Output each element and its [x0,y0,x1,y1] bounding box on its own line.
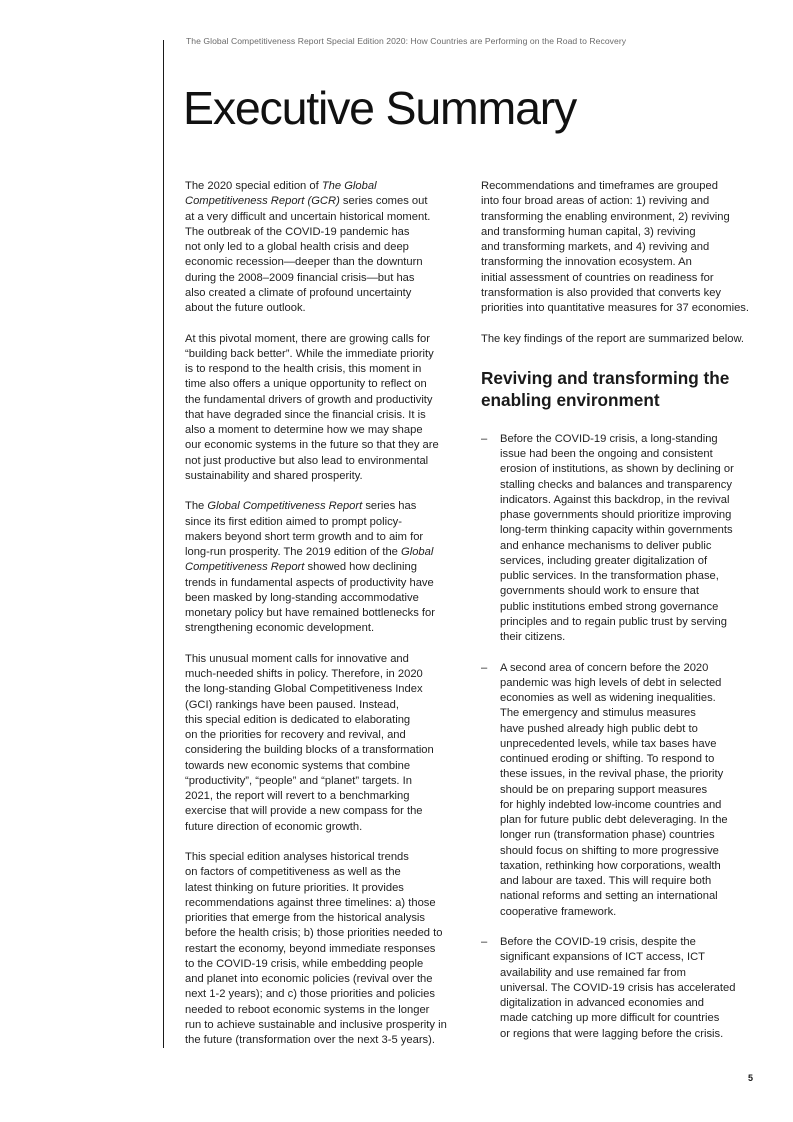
text-line: also a moment to determine how we may shape [185,424,423,436]
heading-line: enabling environment [481,389,660,410]
text-line: the future (transformation over the next 3-5 years). [185,1034,435,1046]
text-line: taxation, rethinking how corporations, wealth [500,859,721,872]
text-line: sustainability and shared prosperity. [185,469,363,482]
text-line: The emergency and stimulus measures [500,707,696,720]
text-line: “building back better”. While the immediate priority [185,347,434,360]
text-line: during the 2008–2009 financial crisis—but has [185,271,415,284]
text-line: made catching up more difficult for countries [500,1012,720,1025]
text-line: also created a climate of profound uncertainty [185,286,412,299]
recommendations-paragraph [481,179,763,316]
text-line: Recommendations and timeframes are grouped [481,180,718,192]
text-line: into four broad areas of action: 1) reviving and [481,195,710,208]
text-line: strengthening economic development. [185,622,375,635]
text-line: longer run (transformation phase) countries [500,829,715,842]
text-line: Competitiveness Report (GCR) series comes out [185,195,428,208]
running-header: The Global Competitiveness Report Special Edition 2020: How Countries are Performing on the Road to Recovery [186,36,627,46]
timelines-paragraph [185,850,463,1048]
text-line: towards new economic systems that combine [185,759,411,772]
text-line: our economic systems in the future so that they are [185,439,439,452]
left-column [185,179,463,1064]
text-line: is to respond to the health crisis, this moment in [185,363,422,375]
text-line: on factors of competitiveness as well as the [185,866,401,879]
text-line: and transforming human capital, 3) reviving [481,225,696,238]
text-line: latest thinking on future priorities. It provides [185,881,404,894]
heading-line: Reviving and transforming the [481,367,730,388]
text-line: or regions that were lagging before the crisis. [500,1027,724,1040]
text-line: public services. In the transformation phase, [500,570,719,582]
text-line: initial assessment of countries on readiness for [481,271,714,284]
text-line: priorities into quantitative measures for 37 economies. [481,302,750,314]
text-line: “productivity”, “people” and “planet” targets. In [185,774,412,787]
text-line: and transforming markets, and 4) reviving and [481,241,710,253]
text-line: priorities that emerge from the historical analysis [185,912,426,924]
text-line: A second area of concern before the 2020 [500,661,709,674]
text-line: transformation is also provided that converts key [481,286,722,299]
text-line: not just productive but also lead to environmental [185,454,429,467]
text-line: continued eroding or shifting. To respond to [500,753,715,765]
text-line: restart the economy, beyond immediate responses [185,942,436,955]
text-line: significant expansions of ICT access, ICT [500,951,705,964]
text-line: should focus on shifting to more progressive [500,844,719,857]
text-line: next 1-2 years); and c) those priorities and policies [185,988,435,1001]
text-line: Before the COVID-19 crisis, despite the [500,936,696,948]
text-line: that have degraded since the financial crisis. It is [185,408,426,421]
text-line: since its first edition aimed to prompt policy- [185,515,402,528]
text-line: governments should work to ensure that [500,585,699,598]
intro-paragraph [185,179,463,316]
text-line: The 2020 special edition of The Global [185,180,377,192]
text-line: future direction of economic growth. [185,820,363,833]
text-line: not only led to a global health crisis and deep [185,241,409,253]
bullet-item [481,935,763,1042]
text-line: exercise that will provide a new compass for the [185,805,423,818]
text-line: The key findings of the report are summarized below. [481,332,745,345]
text-line: this special edition is dedicated to elaborating [185,713,411,726]
text-line: services, including greater digitalization of [500,554,708,567]
text-line: monetary policy but have remained bottlenecks for [185,607,435,619]
text-line: digitalization in advanced economies and [500,997,704,1009]
text-line: much-needed shifts in policy. Therefore, in 2020 [185,668,423,680]
text-line: transforming the enabling environment, 2) reviving [481,210,730,223]
text-line: before the health crisis; b) those priorities needed to [185,927,443,940]
text-line: issue had been the ongoing and consistent [500,448,713,460]
text-line: The outbreak of the COVID-19 pandemic has [185,225,410,238]
text-line: economic recession—deeper than the downturn [185,256,423,269]
margin-rule [163,40,164,1048]
dash-marker: – [481,936,488,948]
text-line: availability and use remained far from [500,966,686,979]
text-line: public institutions embed strong governance [500,600,719,613]
text-line: the long-standing Global Competitiveness Index [185,683,423,696]
text-line: 2021, the report will revert to a benchmarking [185,790,410,802]
text-line: trends in fundamental aspects of productivity have [185,576,434,589]
text-line: for highly indebted low-income countries and [500,798,722,811]
text-line: and planet into economic policies (revival over the [185,973,433,985]
text-line: makers beyond short term growth and to aim for [185,530,424,543]
bullet-item [481,432,763,646]
text-line: stalling checks and balances and transparency [500,478,732,491]
text-line: on the priorities for recovery and revival, and [185,729,406,741]
text-line: plan for future public debt deleveraging. In the [500,814,728,826]
text-line: recommendations against three timelines: a) those [185,896,436,909]
text-line: time also offers a unique opportunity to reflect on [185,378,427,391]
text-line: cooperative framework. [500,905,617,918]
dash-marker: – [481,432,488,445]
bullet-item [481,661,763,920]
dash-marker: – [481,661,488,674]
text-line: to the COVID-19 crisis, while embedding people [185,957,424,970]
right-column [481,179,763,1057]
text-line: Before the COVID-19 crisis, a long-standing [500,432,718,445]
text-line: transforming the innovation ecosystem. An [481,256,692,269]
text-line: indicators. Against this backdrop, in the revival [500,493,730,506]
text-line: At this pivotal moment, there are growing calls for [185,332,430,345]
text-line: Competitiveness Report showed how declining [185,561,417,574]
text-line: considering the building blocks of a transformation [185,744,434,757]
text-line: and labour are taxed. This will require both [500,875,712,887]
text-line: long-run prosperity. The 2019 edition of the Global [185,546,434,558]
text-line: have pushed already high public debt to [500,722,698,735]
text-line: phase governments should prioritize improving [500,509,732,521]
text-line: about the future outlook. [185,302,306,314]
text-line: the fundamental drivers of growth and productivity [185,393,433,406]
text-line: their citizens. [500,631,566,643]
text-line: erosion of institutions, as shown by declining or [500,463,734,476]
policy-shift-paragraph [185,652,463,835]
text-line: needed to reboot economic systems in the longer [185,1003,430,1016]
text-line: run to achieve sustainable and inclusive prosperity in [185,1018,447,1031]
page-title: Executive Summary [183,82,577,134]
pivotal-moment-paragraph [185,332,463,485]
text-line: unprecedented levels, while tax bases have [500,737,717,750]
key-findings-paragraph [481,332,763,347]
text-line: This unusual moment calls for innovative and [185,652,409,665]
text-line: This special edition analyses historical trends [185,851,409,863]
text-line: long-term thinking capacity within governments [500,524,733,537]
text-line: (GCI) rankings have been paused. Instead, [185,698,399,711]
text-line: universal. The COVID-19 crisis has accelerated [500,981,736,994]
text-line: economies as well as widening inequalities. [500,692,716,704]
gcr-series-paragraph [185,499,463,636]
text-line: principles and to regain public trust by serving [500,615,727,628]
text-line: been masked by long-standing accommodative [185,591,419,604]
text-line: should be on preparing support measures [500,783,708,796]
text-line: national reforms and setting an international [500,890,718,903]
text-line: The Global Competitiveness Report series has [185,500,417,513]
text-line: pandemic was high levels of debt in selected [500,676,722,689]
page-number: 5 [748,1073,754,1083]
section-heading [481,367,763,411]
text-line: at a very difficult and uncertain historical moment. [185,210,431,223]
text-line: these issues, in the revival phase, the priority [500,768,724,781]
text-line: and enhance mechanisms to deliver public [500,539,712,552]
